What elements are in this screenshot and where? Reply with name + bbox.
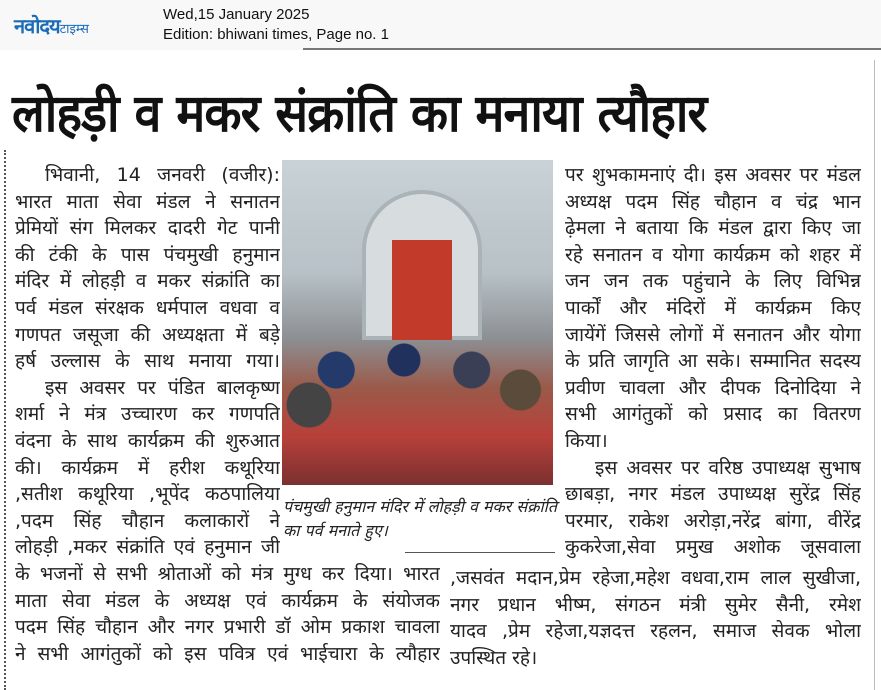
text-line: छाबड़ा, नगर मंडल उपाध्यक्ष सुरेंद्र सिंह: [565, 483, 861, 506]
text-line: सभी आगंतुकों को प्रसाद का वितरण: [565, 403, 861, 426]
text-line: ,पदम सिंह चौहान कलाकारों ने: [15, 509, 280, 532]
text-line: प्रवीण चावला और दीपक दिनोदिया ने: [565, 376, 861, 399]
text-line: इस अवसर पर वरिष्ठ उपाध्यक्ष सुभाष: [595, 456, 861, 479]
edition-date: Wed,15 January 2025: [163, 6, 310, 23]
seated-crowd: [282, 330, 553, 430]
text-line: जन जन तक पहुंचाने के लिए विभिन्न: [565, 270, 861, 293]
caption-line: पंचमुखी हनुमान मंदिर में लोहड़ी व मकर संक्रांति: [283, 497, 557, 516]
text-line: ढ़ेमला ने बताया कि मंडल द्वारा किए जा: [565, 217, 861, 240]
text-line: लोहड़ी ,मकर संक्रांति एवं हनुमान जी: [15, 536, 280, 559]
edition-name: Edition: bhiwani times, Page no. 1: [163, 26, 389, 43]
text-line: परमार, राकेश अरोड़ा,नरेंद्र बांगा, वीरेंद्र: [565, 509, 861, 532]
edition-info: [163, 5, 389, 45]
text-line: की। कार्यक्रम में हरीश कथूरिया: [15, 456, 280, 479]
text-line: पदम सिंह चौहान और नगर प्रभारी डॉ ओम प्रकाश चावला: [15, 616, 440, 639]
text-line: इस अवसर पर पंडित बालकृष्ण: [45, 376, 280, 399]
text-line: के भजनों से सभी श्रोताओं को मंत्र मुग्ध कर दिया। भारत: [15, 563, 440, 585]
column-separator: [405, 552, 555, 553]
text-line: पर्व मंडल संरक्षक धर्मपाल वधवा व: [15, 297, 280, 319]
text-line: गणपत जसूजा की अध्यक्षता में बड़े: [15, 323, 280, 346]
text-line: अध्यक्ष पदम सिंह चौहान व चंद्र भान: [565, 190, 861, 213]
temple-shrine: [392, 240, 452, 340]
article-headline: लोहड़ी व मकर संक्रांति का मनाया त्यौहार: [12, 84, 707, 144]
text-line: ने सभी आगंतुकों को इस पवित्र एवं भाईचारा के त्यौहार: [15, 642, 440, 665]
text-line: नगर प्रधान भीष्म, संगठन मंत्री सुमेर सैनी, रमेश: [450, 593, 861, 616]
left-dotted-border: [4, 150, 6, 690]
right-border: [874, 60, 875, 690]
text-line: मंदिर में लोहड़ी व मकर संक्रांति का: [15, 270, 280, 293]
logo-sub: टाइम्स: [59, 22, 89, 37]
text-line: वंदना के साथ कार्यक्रम की शुरुआत: [15, 430, 280, 452]
photo-caption: [283, 495, 558, 543]
newspaper-logo: [14, 12, 89, 39]
text-line: ,जसवंत मदान,प्रेम रहेजा,महेश वधवा,राम लाल सुखीजा,: [450, 567, 861, 589]
text-line: की टंकी के पास पंचमुखी हनुमान: [15, 243, 280, 266]
text-line: किया।: [565, 430, 608, 452]
page-header: [0, 0, 881, 50]
text-line: ,सतीश कथूरिया ,भूपेंद कठपालिया: [15, 483, 280, 506]
header-divider: [303, 48, 881, 50]
article-photo: [282, 160, 553, 485]
logo-main: नवोदय: [14, 14, 60, 38]
text-line: कुकरेजा,सेवा प्रमुख अशोक जूसवाला: [565, 536, 861, 559]
text-line: उपस्थित रहे।: [450, 646, 538, 669]
text-line: पार्कों और मंदिरों में कार्यक्रम किए: [565, 297, 861, 319]
caption-line: का पर्व मनाते हुए।: [283, 521, 388, 540]
text-line: शर्मा ने मंत्र उच्चारण कर गणपति: [15, 403, 280, 426]
text-line: भिवानी, 14 जनवरी (वजीर):: [45, 164, 280, 186]
text-line: प्रेमियों संग मिलकर दादरी गेट पानी: [15, 217, 280, 240]
text-line: यादव ,प्रेम रहेजा,यज्ञदत्त रहलन, समाज सेवक भोला: [450, 620, 861, 643]
text-line: जायेंगें जिससे लोगों में सनातन और योगा: [565, 323, 861, 346]
text-line: के प्रति जागृति आ सके। सम्मानित सदस्य: [565, 350, 861, 373]
text-line: पर शुभकामनाएं दी। इस अवसर पर मंडल: [565, 164, 861, 186]
text-line: भारत माता सेवा मंडल ने सनातन: [15, 190, 280, 213]
text-line: रहे सनातन व योगा कार्यक्रम को शहर में: [565, 243, 861, 266]
text-line: हर्ष उल्लास के साथ मनाया गया।: [15, 350, 280, 373]
text-line: माता सेवा मंडल के अध्यक्ष एवं कार्यक्रम के संयोजक: [15, 589, 440, 612]
